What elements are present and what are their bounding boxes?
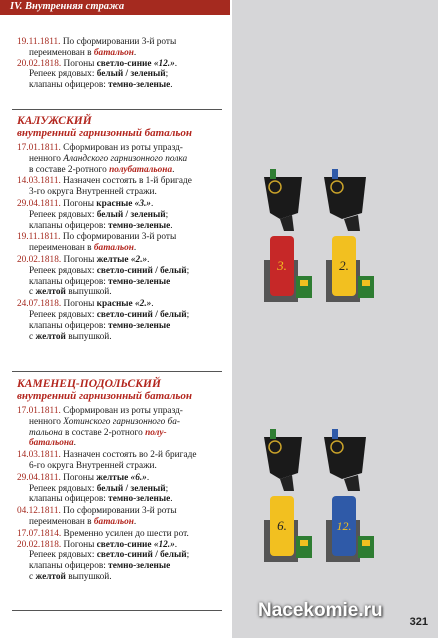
- shako-illustration: [256, 165, 316, 235]
- collar-illustration: [322, 232, 382, 304]
- kamenets-entries: 17.01.1811. Сформирован из роты упразд- ненного Хотинского гарнизонного ба- тальона в составе 2-ротного полу- батальона. 14.03.1811. Назначен состоять во 2-й бригаде 6-го округа Внутренней стражи. 29.04.1811. Погоны желтые «6.». Репеек рядовых: белый / зеленый; клапаны офицеров: темно-зеленые. 04.12.1811. По сформировании 3-й роты переименован в батальон. 17.07.1814. Временно усилен до шести рот. 20.02.1818. Погоны светло-синие «12.». Репеек рядовых: светло-синий / белый; клапаны офицеров: темно-зеленые с желтой выпушкой.: [17, 406, 197, 582]
- date: 19.11.1811.: [17, 37, 61, 47]
- section-divider: [12, 109, 222, 110]
- collar-illustration: [322, 492, 382, 564]
- shako-illustration: [318, 165, 380, 235]
- shako-illustration: [318, 425, 380, 495]
- top-block: 19.11.1811. По сформировании 3-й роты переименован в батальон. 20.02.1818. Погоны светло-синие «12.». Репеек рядовых: белый / зеленый; клапаны офицеров: темно-зеленые.: [17, 37, 178, 91]
- section-title-kamenets: КАМЕНЕЦ-ПОДОЛЬСКИЙ внутренний гарнизонный батальон: [17, 378, 193, 402]
- section-title-kaluga: КАЛУЖСКИЙ внутренний гарнизонный батальон: [17, 115, 193, 139]
- collar-illustration: [260, 232, 320, 304]
- header-title: IV. Внутренняя стража: [10, 1, 125, 12]
- section-divider: [12, 371, 222, 372]
- watermark: Nacekomie.ru: [258, 600, 383, 621]
- shako-illustration: [256, 425, 316, 495]
- plate-number: 3.: [277, 258, 287, 273]
- date: 20.02.1818.: [17, 58, 62, 69]
- plate-number: 12.: [336, 519, 352, 533]
- section-divider: [12, 610, 222, 611]
- kaluga-entries: 17.01.1811. Сформирован из роты упразд- ненного Аландского гарнизонного полка в составе 2-ротного полубатальона. 14.03.1811. Назначен состоять в 1-й бригаде 3-го округа Внутренней стражи. 29.04.1811. Погоны красные «3.». Репеек рядовых: белый / зеленый; клапаны офицеров: темно-зеленые. 19.11.1811. По сформировании 3-й роты переименован в батальон. 20.02.1818. Погоны желтые «2.». Репеек рядовых: светло-синий / белый; клапаны офицеров: темно-зеленые с желтой выпушкой. 24.07.1818. Погоны красные «2.». Репеек рядовых: светло-синий / белый; клапаны офицеров: темно-зеленые с желтой выпушкой.: [17, 143, 192, 342]
- page-number: 321: [409, 616, 428, 628]
- plate-number: 2.: [339, 258, 349, 273]
- plate-number: 6.: [277, 518, 287, 533]
- collar-illustration: [260, 492, 320, 564]
